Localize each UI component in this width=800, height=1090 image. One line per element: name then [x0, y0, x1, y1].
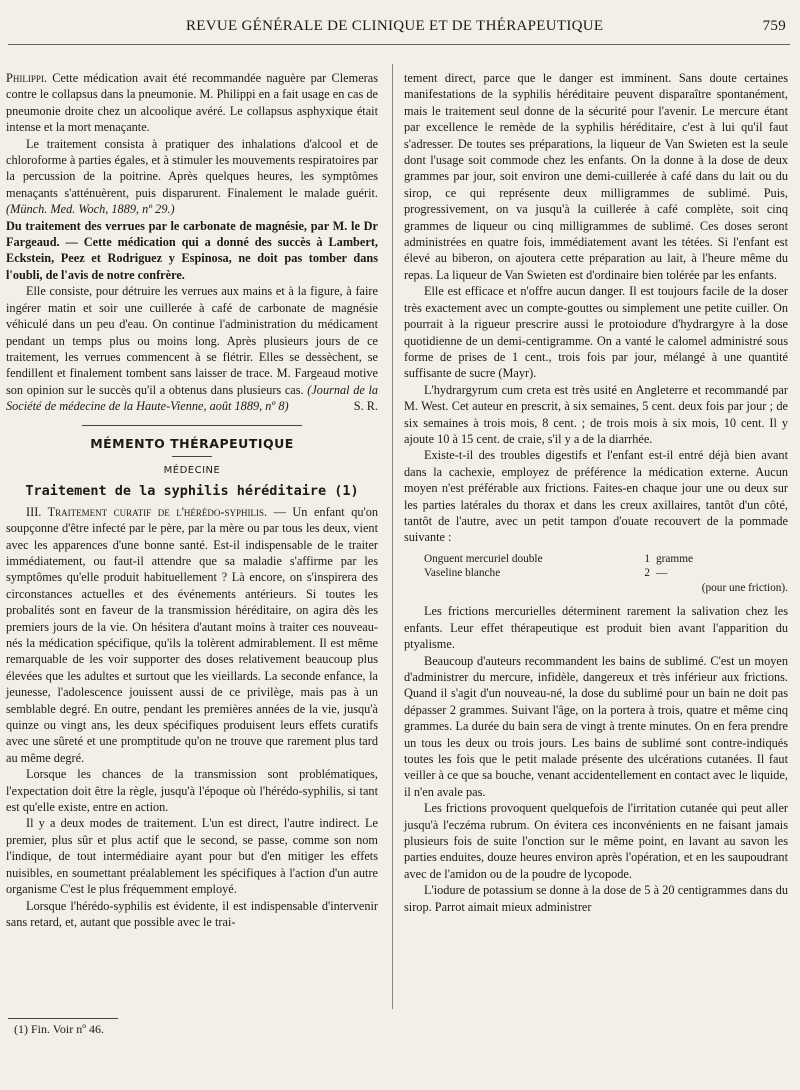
right-column — [404, 70, 788, 915]
section-heading: MÉMENTO THÉRAPEUTIQUE — [90, 435, 294, 451]
paragraph — [6, 136, 378, 218]
paragraph: tement direct, parce que le danger est imminent. Sans doute certaines manifestations de la syphilis héréditaire peuvent disparaître spontanément, mais le traitement seul donne de la sécurité pour l'avenir. Le mercure étant par excellence le remède de la syphilis héréditaire, c'est à lui qu'il faut s'adresser. De toutes ses préparations, la liqueur de Van Swieten est la seule dont l'usage soit commode chez les enfants. On la donne à la dose de deux grammes par jour, soit environ une demi-cuillerée à café dans du lait ou du sirop, ce qui représente deux milligrammes de sublimé. Puis, progressivement, on va jusqu'à la cuillerée à café complète, soit cinq grammes de liqueur ou cinq milligrammes de sublimé. Ces doses seront administrées en quatre fois, immédiatement avant les tétées. Si l'enfant est élevé au biberon, on ajoutera cette préparation au lait, à l'heure même du repas. La liqueur de Van Swieten est d'ordinaire bien tolérée par les enfants. — [404, 71, 788, 282]
paragraph-text: Le traitement consista à pratiquer des inhalations d'alcool et de chloroforme à parties égales, et à stimuler les mouvements respiratoires par la percussion de la poitrine. Après quelques heures, les symptômes menaçants s'atténuèrent, puis disparurent. Finalement le malade guérit. — [6, 136, 378, 200]
ingredient-unit: — — [656, 567, 668, 580]
ingredient-qty: 1 — [644, 552, 650, 565]
ingredient-unit: gramme — [656, 552, 694, 565]
left-column — [6, 70, 378, 930]
footnote-rule — [8, 1018, 118, 1019]
heading-dash — [172, 456, 212, 457]
paragraph: Lorsque l'hérédo-syphilis est évidente, il est indispensable d'intervenir sans retard, et, autant que possible avec le trai- — [6, 898, 378, 929]
journal-title: REVUE GÉNÉRALE DE CLINIQUE ET DE THÉRAPEUTIQUE — [186, 18, 604, 34]
paragraph: Existe-t-il des troubles digestifs et l'enfant est-il entré déjà bien avant dans la cachexie, employez de préférence la médication externe. Aucun moyen n'est préférable aux frictions. Faites-en chaque jour une ou deux sur les parties latérales du thorax et dans les creux axillaires, tantôt d'un côté, tantôt de l'autre, avec un petit tampon d'ouate recouvert de la pommade suivante : — [404, 448, 788, 545]
page-number: 759 — [762, 18, 786, 34]
author-name: Philippi. — [6, 71, 47, 85]
signature: S. R. — [353, 399, 378, 414]
paragraph: Elle est efficace et n'offre aucun danger. Il est toujours facile de la doser très exactement avec un compte-gouttes ou simplement une petite cuiller. On pourrait à la rigueur prescrire aussi le protoiodure d'hydrargyre à la dose quotidienne de un demi-centigramme. On a vanté le calomel administré sous forme de prises de 1 cent., trois fois par jour, mélangé à une quantité suffisante de sucre (Mayr). — [404, 284, 788, 381]
paragraph: Il y a deux modes de traitement. L'un est direct, l'autre indirect. Le premier, plus sûr et plus actif que le second, se passe, comme son nom l'indique, de tout intermédiaire ayant pour but d'en mitiger les effets nuisibles, en soumettant préalablement les spécifiques à l'action d'un autre organisme C'est le plus fréquemment employé. — [6, 816, 378, 897]
footnote: (1) Fin. Voir nº 46. — [14, 1022, 104, 1036]
paragraph-text: Elle consiste, pour détruire les verrues aux mains et à la figure, à faire ingérer matin et soir une cuillerée à café de carbonate de magnésie véhiculé dans un peu d'eau. On continue l'administration du médicament pendant un temps plus ou moins long. Après plusieurs jours de ce traitement, les verrues commencent à se flétrir. Elles se dessèchent, se fendillent et finalement tombent sans laisser de trace. M. Fargeaud motive son opinion sur le succès qu'il a obtenus dans plusieurs cas. — [6, 284, 378, 397]
subsection-title: III. Traitement curatif de l'hérédo-syphilis. — [26, 504, 268, 519]
section-label: MÉDECINE — [163, 464, 221, 476]
paragraph: L'iodure de potassium se donne à la dose de 5 à 20 centigrammes dans du sirop. Parrot aimait mieux administrer — [404, 883, 788, 914]
citation: (Münch. Med. Woch, 1889, nº 29.) — [6, 202, 175, 217]
paragraph — [6, 504, 378, 767]
paragraph-text: Cette médication avait été recommandée naguère par Clemeras contre le collapsus dans la pneumonie. M. Philippi en a fait usage en cas de pneumonie droite chez un alcoolique avéré. Le collapsus asphyxique était intense et la mort menaçante. — [6, 71, 378, 135]
prescription-row — [424, 566, 788, 581]
paragraph: Les frictions provoquent quelquefois de l'irritation cutanée qui peut aller jusqu'à l'eczéma rubrum. On évitera ces inconvénients en ne faisant jamais plusieurs fois de suite l'onction sur le même point, en lavant au savon les parties enduites, douze heures environ après l'opération, et en les saupoudrant avec de l'amidon ou de la poudre de lycopode. — [404, 801, 788, 881]
prescription-row — [424, 552, 788, 567]
article-paragraph — [6, 218, 378, 284]
prescription-note: (pour une friction). — [701, 581, 788, 594]
paragraph-text: par M. le Dr Fargeaud. — Cette médication qui a donné des succès à Lambert, Eckstein, Peez et Rodriguez y Espinosa, ne doit pas tomber dans l'oubli, de l'avis de notre confrère. — [6, 218, 378, 282]
ingredient-name: Vaseline blanche — [424, 567, 501, 580]
article-heading: Traitement de la syphilis héréditaire (1) — [25, 483, 359, 500]
paragraph-text: — Un enfant qu'on soupçonne d'être infecté par le père, par la mère ou par tous les deux, vient avec les apparences d'une bonne santé. Est-il indispensable de le traiter immédiatement, ou faut-il attendre que sa maladie s'affirme par les symptômes qu'elle produit habituellement ? Là encore, on s'inspirera des circonstances actuelles et des événements antérieurs. Si toutes les probalités sont en faveur de la transmission héréditaire, on agira dès les premiers jours de la vie. On hésitera d'autant moins à traiter ces nouveau-nés la médication spécifique, qu'ils la tolèrent admirablement. Il est même remarquable de les voir supporter des doses relativement beaucoup plus élevées que les adultes et surtout que les vieillards. La seconde enfance, la jeunesse, l'adolescence jouissent aussi de ce privilège, mais pas à un semblable degré. En outre, pendant les premières années de la vie, jusqu'à quinze ou vingt ans, les deux spécifiques produisent leurs effets curatifs avec une sûreté et une promptitude qu'on ne trouve que rarement plus tard au même degré. — [6, 504, 379, 765]
article-title: Du traitement des verrues par le carbonate de magnésie, — [6, 218, 307, 233]
section-rule — [82, 425, 302, 426]
citation: (Journal de la Société de médecine de la Haute-Vienne, août 1889, nº 8) — [6, 382, 379, 414]
paragraph: Beaucoup d'auteurs recommandent les bains de sublimé. C'est un moyen d'administrer du mercure, infidèle, dangereux et très inférieur aux frictions. Quand il s'agit d'un nouveau-né, la dose du sublimé pour un bain ne doit pas dépasser 2 grammes. Suivant l'âge, on la portera à trois, quatre et même cinq grammes. La durée du bain sera de vingt à trente minutes. On en fera prendre un tous les deux ou trois jours. Les bains de sublimé sont contre-indiqués toutes les fois que le petit malade présente des ulcérations cutanées. Il faut veiller à ce que sa bouche, venant accidentellement en contact avec le liquide, il n'en avale pas. — [404, 653, 788, 799]
column-divider — [392, 64, 393, 1009]
ingredient-name: Onguent mercuriel double — [424, 552, 543, 565]
paragraph: L'hydrargyrum cum creta est très usité en Angleterre et recommandé par M. West. Cet auteur en prescrit, à six semaines, 5 cent. deux fois par jour ; de six semaines à trois mois, 8 cent. ; de trois mois à six mois, 10 cent. Il y ajoute 10 à 15 cent. de craie, s'il y a de la diarrhée. — [404, 382, 788, 446]
running-header — [14, 18, 786, 40]
paragraph — [6, 70, 378, 136]
ingredient-qty: 2 — [644, 567, 650, 580]
paragraph — [6, 283, 378, 414]
paragraph: Lorsque les chances de la transmission sont problématiques, l'expectation doit être la règle, jusqu'à l'époque où l'hérédo-syphilis, si tant est qu'elle existe, entre en action. — [6, 767, 378, 815]
paragraph: Les frictions mercurielles déterminent rarement la salivation chez les enfants. Leur effet thérapeutique est produit bien avant l'apparition du ptyalisme. — [404, 604, 788, 652]
prescription — [424, 552, 788, 596]
header-rule — [8, 44, 790, 45]
